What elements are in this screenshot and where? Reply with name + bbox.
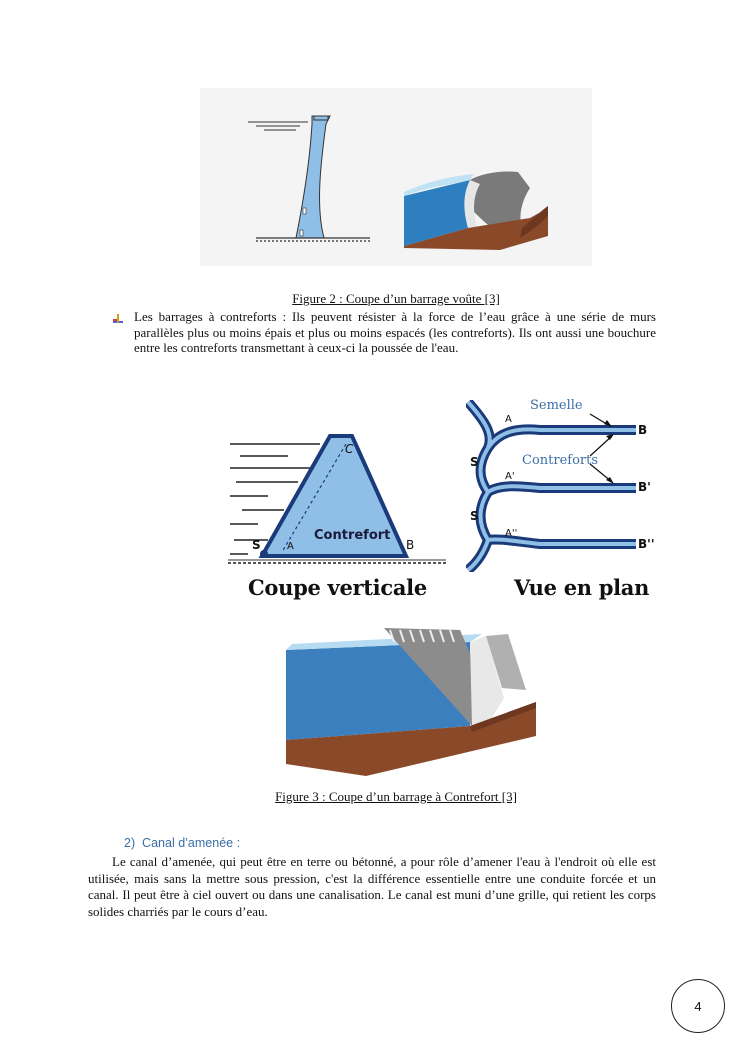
figure2-caption: Figure 2 : Coupe d’un barrage voûte [3] [292, 291, 500, 306]
plan-label-b: B [638, 423, 648, 437]
section-label-b: B [406, 538, 415, 552]
section-title: Coupe verticale [248, 575, 427, 600]
arch-dam-3d-drawing [404, 171, 548, 250]
arch-dam-section-drawing [248, 116, 370, 241]
plan-label-s2: S [470, 509, 479, 523]
figure3-caption: Figure 3 : Coupe d’un barrage à Contrefort [3] [275, 789, 517, 804]
plan-label-semelle: Semelle [530, 398, 583, 413]
plan-label-contreforts: Contreforts [522, 453, 599, 468]
figure2-image [200, 88, 592, 266]
plan-label-a: A [505, 414, 512, 425]
contrefort-description: Les barrages à contreforts : Ils peuvent résister à la force de l’eau grâce à une série de murs parallèles plus ou moins épais et plus ou moins espacés (les contreforts). Ils ont aussi une bouchure entre les contreforts transmettant à ceux-ci la poussée de l'eau. [134, 309, 656, 355]
section-label-s: S [252, 538, 261, 552]
section-label-c: C [345, 442, 354, 456]
buttress-plan-drawing [466, 400, 662, 572]
plan-label-s1: S [470, 455, 479, 469]
plan-title: Vue en plan [514, 575, 650, 600]
plan-label-a2: A'' [505, 528, 518, 539]
page-number-text: 4 [694, 998, 702, 1014]
page-number [671, 979, 725, 1033]
section-paragraph: Le canal d’amenée, qui peut être en terre ou bétonné, a pour rôle d’amener l'eau à l'endroit où elle est utilisée, mais sans la mettre sous pression, c'est la différence essentielle entre une conduite forcée et un canal. Il peut être à ciel ouvert ou dans une canalisation. Le canal est muni d’une grille, qui retient les corps solides charriés par le cours d’eau. [88, 854, 656, 919]
plan-label-b2: B'' [638, 537, 655, 551]
section-label-a: A [287, 541, 294, 552]
plan-label-b1: B' [638, 480, 651, 494]
plan-label-a1: A' [505, 471, 515, 482]
buttress-dam-3d-drawing [286, 628, 546, 778]
bullet-icon [112, 312, 124, 324]
section-label-contrefort: Contrefort [314, 528, 391, 543]
section-heading: 2) Canal d’amenée : [124, 836, 241, 850]
